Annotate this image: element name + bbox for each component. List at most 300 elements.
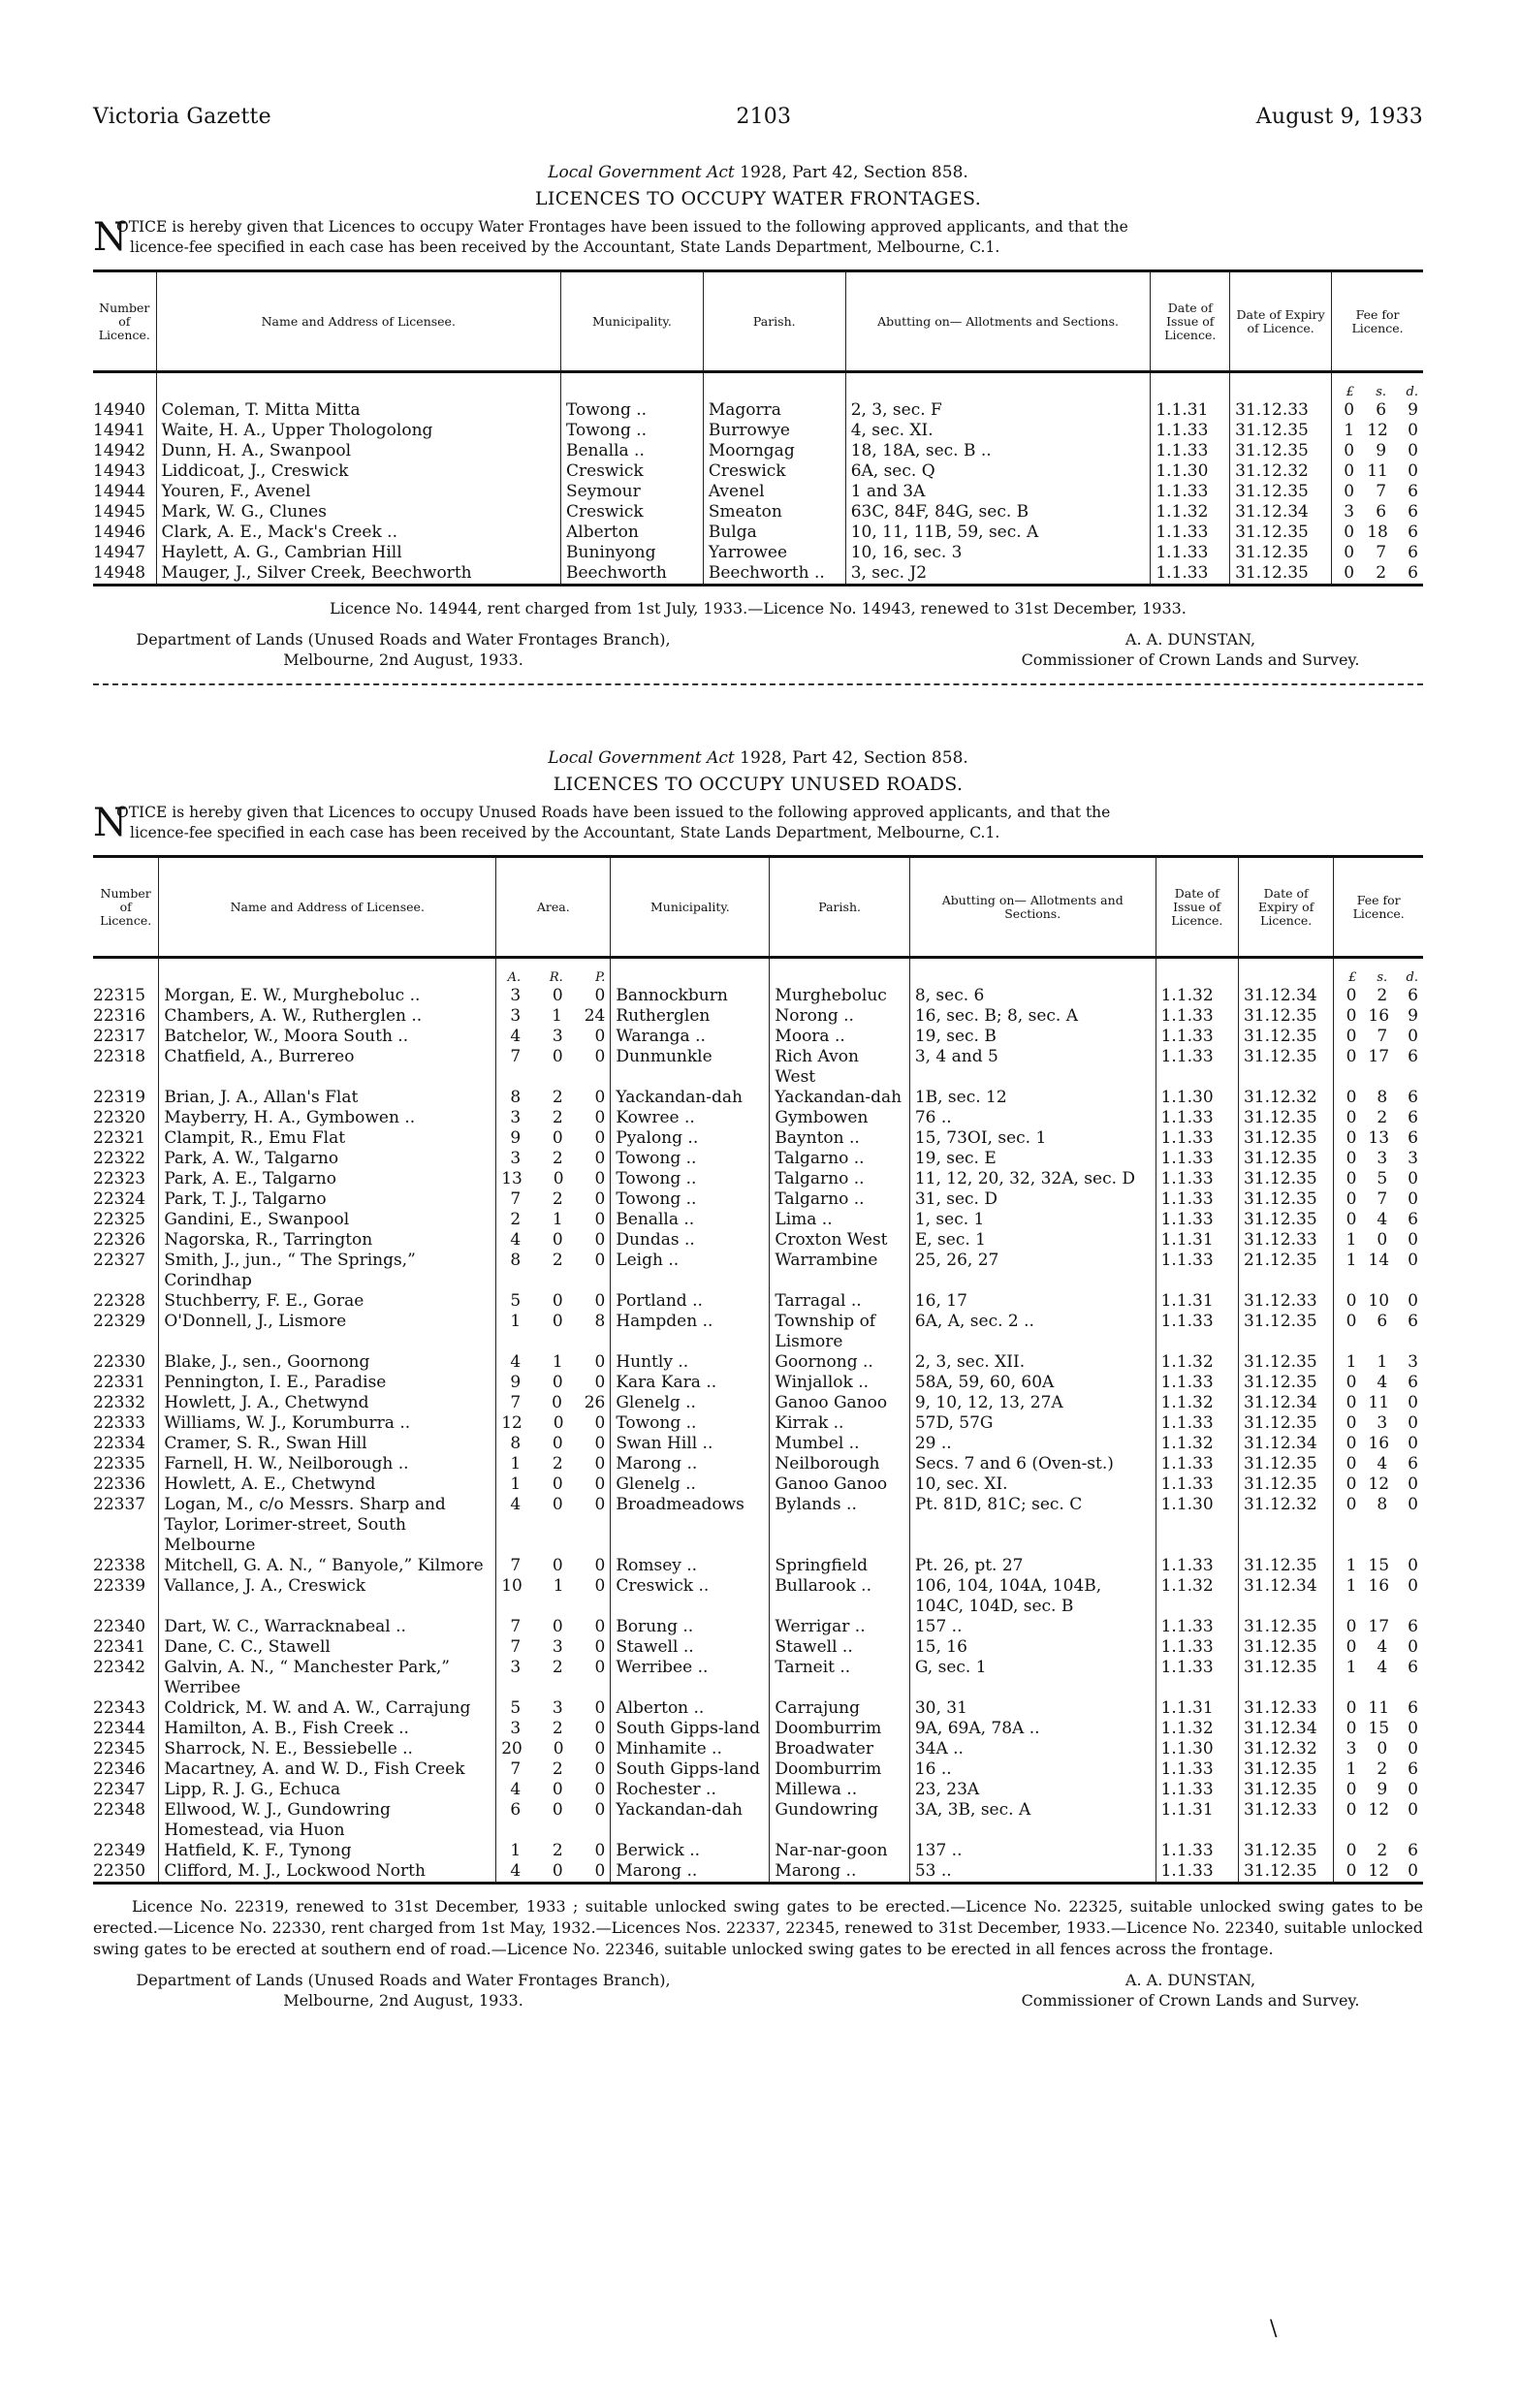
licence-number: 22343	[93, 1698, 146, 1718]
signature-block	[93, 1970, 1423, 2011]
unused-roads-table	[93, 855, 1423, 1886]
municipality: Broadmeadows	[611, 1495, 770, 1556]
area	[496, 1312, 611, 1352]
issue-date: 1.1.32	[1156, 1393, 1238, 1413]
running-head	[93, 105, 1423, 129]
expiry-date: 31.12.35	[1230, 563, 1332, 586]
signature-block	[93, 629, 1423, 670]
issue-date: 1.1.33	[1156, 1474, 1238, 1495]
licence-number: 22338	[93, 1556, 146, 1575]
abutting-allotments: 9, 10, 12, 13, 27A	[909, 1393, 1156, 1413]
licence-fee	[1334, 1006, 1423, 1027]
parish: Lima ..	[770, 1210, 909, 1230]
table-row	[93, 1719, 1423, 1739]
expiry-date: 31.12.33	[1238, 1698, 1333, 1719]
area	[496, 1434, 611, 1454]
area-acres: 4	[510, 1495, 522, 1514]
licence-fee	[1334, 1251, 1423, 1291]
licence-fee	[1334, 1047, 1423, 1088]
table-row	[93, 543, 1423, 563]
municipality: Yackandan-dah	[611, 1088, 770, 1108]
licensee-name: Coleman, T. Mitta Mitta	[156, 400, 560, 421]
licensee-name: Mauger, J., Silver Creek, Beechworth	[156, 563, 560, 586]
issue-date: 1.1.31	[1156, 1230, 1238, 1251]
fee-pence: 0	[1408, 1189, 1418, 1209]
licensee-name: Clark, A. E., Mack's Creek ..	[156, 523, 560, 543]
unit-roods: R.	[549, 970, 563, 985]
area-perches: 0	[594, 1210, 606, 1229]
fee-pence: 0	[1408, 421, 1418, 440]
licence-fee	[1334, 1027, 1423, 1047]
issue-date: 1.1.32	[1156, 1719, 1238, 1739]
area-roods: 0	[552, 1861, 563, 1881]
parish: Gymbowen	[770, 1108, 909, 1128]
fee-pence: 0	[1408, 1413, 1418, 1433]
table-row	[93, 1230, 1423, 1251]
fee-shillings: 5	[1377, 1169, 1388, 1188]
fee-pounds: 0	[1346, 1841, 1357, 1860]
parish: Bullarook ..	[770, 1576, 909, 1617]
abutting-allotments: 57D, 57G	[909, 1413, 1156, 1434]
fee-shillings: 14	[1368, 1251, 1390, 1270]
fee-pence: 0	[1408, 1474, 1418, 1494]
licensee-name: Park, A. W., Talgarno	[159, 1149, 496, 1169]
area-acres: 4	[510, 1027, 522, 1046]
fee-shillings: 3	[1377, 1413, 1388, 1433]
issue-date: 1.1.31	[1156, 1698, 1238, 1719]
expiry-date: 31.12.35	[1238, 1556, 1333, 1576]
table-row	[93, 1149, 1423, 1169]
area	[496, 1759, 611, 1780]
abutting-allotments: 15, 16	[909, 1637, 1156, 1658]
expiry-date: 31.12.35	[1238, 1352, 1333, 1373]
fee-shillings: 3	[1377, 1149, 1388, 1168]
fee-pounds: 1	[1346, 1251, 1357, 1270]
unit-pounds: £	[1346, 385, 1355, 399]
area-acres: 4	[510, 1230, 522, 1250]
act-name: Local Government Act	[548, 163, 735, 182]
area	[496, 1291, 611, 1312]
licence-fee	[1334, 1169, 1423, 1189]
licence-number: 14942	[93, 441, 146, 460]
licence-number: 22340	[93, 1617, 146, 1636]
area-roods: 2	[552, 1088, 563, 1107]
fee-shillings: 2	[1377, 986, 1388, 1005]
municipality: Rutherglen	[611, 1006, 770, 1027]
municipality: Leigh ..	[611, 1251, 770, 1291]
table-row	[93, 461, 1423, 482]
abutting-allotments: 10, 16, sec. 3	[845, 543, 1151, 563]
abutting-allotments: 18, 18A, sec. B ..	[845, 441, 1151, 461]
area-roods: 1	[552, 1352, 563, 1372]
act-reference	[93, 748, 1423, 768]
expiry-date: 31.12.35	[1238, 1759, 1333, 1780]
area-perches: 8	[594, 1312, 606, 1331]
fee-pounds: 0	[1346, 1006, 1357, 1026]
issue-date: 1.1.32	[1156, 1576, 1238, 1617]
fee-shillings: 2	[1376, 563, 1387, 583]
area-perches: 0	[594, 1454, 606, 1473]
fee-pounds: 1	[1346, 1759, 1357, 1779]
fee-pence: 0	[1408, 1861, 1418, 1881]
expiry-date: 31.12.32	[1230, 461, 1332, 482]
area-acres: 3	[510, 1006, 522, 1026]
table-row	[93, 1027, 1423, 1047]
area-perches: 0	[594, 1759, 606, 1779]
abutting-allotments: Secs. 7 and 6 (Oven-st.)	[909, 1454, 1156, 1474]
parish: Stawell ..	[770, 1637, 909, 1658]
fee-shillings: 15	[1368, 1719, 1390, 1738]
area	[496, 1617, 611, 1637]
fee-pence: 6	[1408, 1617, 1418, 1636]
fee-pounds: 0	[1346, 1617, 1357, 1636]
licence-fee	[1334, 1454, 1423, 1474]
area	[496, 1556, 611, 1576]
issue-date: 1.1.31	[1156, 1800, 1238, 1841]
col-header-issue-date: Date of Issue of Licence.	[1151, 271, 1230, 372]
fee-pence: 0	[1408, 1291, 1418, 1311]
area	[496, 1780, 611, 1800]
licence-number: 22322	[93, 1149, 146, 1168]
abutting-allotments: 1B, sec. 12	[909, 1088, 1156, 1108]
area-roods: 1	[552, 1006, 562, 1026]
table-row	[93, 1352, 1423, 1373]
area-perches: 0	[594, 1189, 606, 1209]
licensee-name: Howlett, A. E., Chetwynd	[159, 1474, 496, 1495]
expiry-date: 31.12.35	[1238, 1780, 1333, 1800]
area-perches: 0	[594, 1434, 606, 1453]
licensee-name: Clifford, M. J., Lockwood North	[159, 1861, 496, 1884]
expiry-date: 31.12.35	[1238, 1128, 1333, 1149]
expiry-date: 31.12.34	[1238, 1393, 1333, 1413]
table-row	[93, 1393, 1423, 1413]
table-row	[93, 1739, 1423, 1759]
parish: Nar-nar-goon	[770, 1841, 909, 1861]
municipality: South Gipps-land	[611, 1719, 770, 1739]
fee-pence: 6	[1408, 543, 1418, 562]
act-reference	[93, 163, 1423, 182]
fee-pounds: 0	[1344, 523, 1355, 542]
fee-pence: 0	[1408, 441, 1418, 460]
fee-shillings: 15	[1368, 1556, 1390, 1575]
licensee-name: Blake, J., sen., Goornong	[159, 1352, 496, 1373]
area-roods: 0	[552, 1556, 563, 1575]
fee-pence: 6	[1408, 502, 1418, 522]
fee-pence: 6	[1408, 1128, 1418, 1148]
abutting-allotments: 16, 17	[909, 1291, 1156, 1312]
table-row	[93, 1861, 1423, 1884]
fee-shillings: 7	[1376, 482, 1387, 501]
abutting-allotments: 1 and 3A	[845, 482, 1151, 502]
fee-pounds: 0	[1346, 1861, 1357, 1881]
fee-pounds: 1	[1344, 421, 1355, 440]
fee-shillings: 11	[1367, 461, 1388, 481]
parish: Avenel	[703, 482, 845, 502]
licensee-name: Dart, W. C., Warracknabeal ..	[159, 1617, 496, 1637]
table-row	[93, 1251, 1423, 1291]
parish: Moorngag	[703, 441, 845, 461]
expiry-date: 31.12.34	[1238, 1434, 1333, 1454]
licence-fee	[1334, 1108, 1423, 1128]
fee-pence: 0	[1408, 1230, 1418, 1250]
area	[496, 1006, 611, 1027]
licensee-name: Nagorska, R., Tarrington	[159, 1230, 496, 1251]
area-perches: 0	[594, 1780, 606, 1799]
expiry-date: 31.12.35	[1230, 441, 1332, 461]
abutting-allotments: 6A, sec. Q	[845, 461, 1151, 482]
issue-date: 1.1.33	[1151, 523, 1230, 543]
licence-fee	[1334, 1759, 1423, 1780]
area	[496, 1800, 611, 1841]
abutting-allotments: E, sec. 1	[909, 1230, 1156, 1251]
fee-pounds: 0	[1346, 1454, 1357, 1473]
licence-number: 14945	[93, 502, 146, 522]
notice-line-1: OTICE is hereby given that Licences to occupy Unused Roads have been issued to the following approved applicants, and that the	[116, 804, 1111, 821]
municipality: Buninyong	[561, 543, 704, 563]
col-header-expiry-date: Date of Expiry of Licence.	[1230, 271, 1332, 372]
issue-date: 1.1.32	[1156, 986, 1238, 1006]
table-row	[93, 1556, 1423, 1576]
licence-number: 22341	[93, 1637, 146, 1657]
abutting-allotments: 4, sec. XI.	[845, 421, 1151, 441]
licence-number: 22348	[93, 1800, 146, 1820]
licence-fee	[1334, 1352, 1423, 1373]
area-perches: 0	[594, 1373, 606, 1392]
act-detail: 1928, Part 42, Section 858.	[734, 163, 968, 182]
licence-fee	[1334, 1291, 1423, 1312]
area	[496, 1108, 611, 1128]
signer-title: Commissioner of Crown Lands and Survey.	[1021, 650, 1360, 669]
licence-fee	[1334, 1413, 1423, 1434]
parish: Moora ..	[770, 1027, 909, 1047]
units-row	[93, 372, 1423, 401]
licence-fee	[1332, 421, 1423, 441]
licence-number: 22317	[93, 1027, 146, 1046]
expiry-date: 31.12.35	[1238, 1658, 1333, 1698]
col-header-area: Area.	[496, 857, 611, 958]
table-row	[93, 1312, 1423, 1352]
fee-pence: 6	[1408, 1698, 1418, 1718]
fee-shillings: 16	[1368, 1434, 1390, 1453]
fee-shillings: 11	[1368, 1393, 1390, 1412]
expiry-date: 31.12.35	[1238, 1841, 1333, 1861]
abutting-allotments: 76 ..	[909, 1108, 1156, 1128]
licensee-name: Park, A. E., Talgarno	[159, 1169, 496, 1189]
abutting-allotments: 10, 11, 11B, 59, sec. A	[845, 523, 1151, 543]
abutting-allotments: G, sec. 1	[909, 1658, 1156, 1698]
table-row	[93, 1454, 1423, 1474]
licence-number: 14943	[93, 461, 146, 481]
area-acres: 8	[510, 1088, 522, 1107]
parish: Millewa ..	[770, 1780, 909, 1800]
fee-pounds: 0	[1346, 1088, 1357, 1107]
licence-number: 22347	[93, 1780, 146, 1799]
fee-shillings: 7	[1377, 1027, 1388, 1046]
fee-pounds: 0	[1346, 1149, 1357, 1168]
area-acres: 5	[510, 1698, 522, 1718]
fee-pounds: 0	[1344, 400, 1355, 420]
area-perches: 0	[594, 1637, 606, 1657]
fee-shillings: 17	[1368, 1617, 1390, 1636]
fee-pence: 3	[1408, 1352, 1418, 1372]
licence-number: 22328	[93, 1291, 146, 1311]
municipality: Towong ..	[611, 1149, 770, 1169]
fee-pounds: 0	[1346, 1169, 1357, 1188]
licensee-name: Morgan, E. W., Murgheboluc ..	[159, 986, 496, 1006]
abutting-allotments: 30, 31	[909, 1698, 1156, 1719]
abutting-allotments: 19, sec. B	[909, 1027, 1156, 1047]
fee-pounds: 1	[1346, 1576, 1357, 1596]
fee-pounds: 0	[1346, 1312, 1357, 1331]
expiry-date: 31.12.32	[1238, 1495, 1333, 1556]
table-row	[93, 441, 1423, 461]
fee-pence: 3	[1408, 1149, 1418, 1168]
fee-pence: 0	[1408, 1719, 1418, 1738]
licence-number: 22344	[93, 1719, 146, 1738]
parish: Winjallok ..	[770, 1373, 909, 1393]
licence-fee	[1334, 1739, 1423, 1759]
unit-pence: d.	[1406, 385, 1418, 399]
area-acres: 12	[501, 1413, 522, 1433]
table-row	[93, 502, 1423, 523]
licence-fee	[1332, 461, 1423, 482]
licence-number: 22326	[93, 1230, 146, 1250]
parish: Norong ..	[770, 1006, 909, 1027]
fee-shillings: 12	[1368, 1474, 1390, 1494]
fee-pounds: 1	[1346, 1230, 1357, 1250]
licence-number: 22333	[93, 1413, 146, 1433]
parish: Carrajung	[770, 1698, 909, 1719]
licensee-name: Brian, J. A., Allan's Flat	[159, 1088, 496, 1108]
parish: Doomburrim	[770, 1719, 909, 1739]
area	[496, 1210, 611, 1230]
abutting-allotments: 23, 23A	[909, 1780, 1156, 1800]
fee-pence: 6	[1408, 1454, 1418, 1473]
expiry-date: 31.12.33	[1230, 400, 1332, 421]
parish: Tarneit ..	[770, 1658, 909, 1698]
area-roods: 2	[552, 1108, 563, 1127]
fee-pounds: 0	[1346, 1413, 1357, 1433]
parish: Smeaton	[703, 502, 845, 523]
section-divider	[93, 683, 1423, 685]
unused-roads-section	[93, 748, 1423, 2011]
fee-shillings: 16	[1368, 1576, 1390, 1596]
abutting-allotments: 2, 3, sec. XII.	[909, 1352, 1156, 1373]
licence-number: 22337	[93, 1495, 146, 1514]
licence-fee	[1334, 1719, 1423, 1739]
municipality: Benalla ..	[561, 441, 704, 461]
parish: Neilborough	[770, 1454, 909, 1474]
expiry-date: 31.12.34	[1230, 502, 1332, 523]
licence-fee	[1332, 502, 1423, 523]
area-roods: 0	[552, 1312, 563, 1331]
fee-pence: 6	[1408, 482, 1418, 501]
licensee-name: Pennington, I. E., Paradise	[159, 1373, 496, 1393]
water-frontages-section	[93, 163, 1423, 685]
fee-pence: 0	[1408, 1169, 1418, 1188]
area-roods: 1	[552, 1210, 563, 1229]
fee-pounds: 1	[1346, 1658, 1357, 1677]
col-header-fee: Fee for Licence.	[1332, 271, 1423, 372]
municipality: Kara Kara ..	[611, 1373, 770, 1393]
issue-date: 1.1.33	[1156, 1251, 1238, 1291]
unit-shillings: s.	[1377, 970, 1388, 985]
area-acres: 7	[510, 1617, 522, 1636]
abutting-allotments: 8, sec. 6	[909, 986, 1156, 1006]
area-acres: 4	[510, 1861, 522, 1881]
fee-shillings: 4	[1377, 1210, 1388, 1229]
act-name: Local Government Act	[548, 748, 735, 768]
area-roods: 3	[552, 1027, 563, 1046]
col-header-abutting: Abutting on— Allotments and Sections.	[909, 857, 1156, 958]
fee-shillings: 12	[1368, 1800, 1390, 1820]
licence-fee	[1334, 1230, 1423, 1251]
licensee-name: Hatfield, K. F., Tynong	[159, 1841, 496, 1861]
municipality: Seymour	[561, 482, 704, 502]
municipality: Alberton	[561, 523, 704, 543]
expiry-date: 31.12.33	[1238, 1291, 1333, 1312]
licence-number: 14944	[93, 482, 146, 501]
area-roods: 0	[552, 1617, 563, 1636]
municipality: Glenelg ..	[611, 1393, 770, 1413]
licence-fee	[1334, 1800, 1423, 1841]
area-roods: 1	[553, 1576, 564, 1596]
signer-name: A. A. DUNSTAN,	[1124, 1971, 1256, 1989]
area-roods: 0	[552, 1047, 563, 1066]
parish: Talgarno ..	[770, 1149, 909, 1169]
area-acres: 3	[510, 1149, 522, 1168]
expiry-date: 31.12.34	[1238, 1719, 1333, 1739]
licence-number: 22321	[93, 1128, 146, 1148]
area-acres: 20	[501, 1739, 522, 1758]
expiry-date: 31.12.35	[1230, 421, 1332, 441]
fee-pence: 0	[1408, 1495, 1418, 1514]
expiry-date: 31.12.34	[1238, 986, 1333, 1006]
fee-pounds: 0	[1344, 441, 1355, 460]
area-acres: 3	[510, 1658, 522, 1677]
area-perches: 0	[594, 1861, 606, 1881]
licensee-name: Mayberry, H. A., Gymbowen ..	[159, 1108, 496, 1128]
licensee-name: Mitchell, G. A. N., “ Banyole,” Kilmore	[159, 1556, 496, 1576]
table-row	[93, 1841, 1423, 1861]
table-row	[93, 482, 1423, 502]
expiry-date: 31.12.35	[1238, 1861, 1333, 1884]
fee-pounds: 0	[1346, 1495, 1357, 1514]
table-row	[93, 1637, 1423, 1658]
col-header-expiry-date: Date of Expiry of Licence.	[1238, 857, 1333, 958]
fee-pence: 0	[1408, 1434, 1418, 1453]
issue-date: 1.1.31	[1156, 1291, 1238, 1312]
licence-fee	[1332, 441, 1423, 461]
licence-fee	[1334, 1474, 1423, 1495]
fee-pence: 0	[1408, 1800, 1418, 1820]
licence-number: 14941	[93, 421, 146, 440]
abutting-allotments: 58A, 59, 60, 60A	[909, 1373, 1156, 1393]
table-row	[93, 421, 1423, 441]
fee-pounds: 0	[1346, 1373, 1357, 1392]
area-acres: 9	[510, 1128, 522, 1148]
licence-fee	[1334, 1210, 1423, 1230]
issue-date: 1.1.33	[1156, 1149, 1238, 1169]
fee-pence: 0	[1408, 1780, 1418, 1799]
parish: Ganoo Ganoo	[770, 1393, 909, 1413]
fee-pence: 0	[1408, 1739, 1418, 1758]
municipality: Kowree ..	[611, 1108, 770, 1128]
fee-pence: 0	[1408, 1576, 1418, 1596]
area	[496, 1373, 611, 1393]
parish: Talgarno ..	[770, 1189, 909, 1210]
licensee-name: Cramer, S. R., Swan Hill	[159, 1434, 496, 1454]
